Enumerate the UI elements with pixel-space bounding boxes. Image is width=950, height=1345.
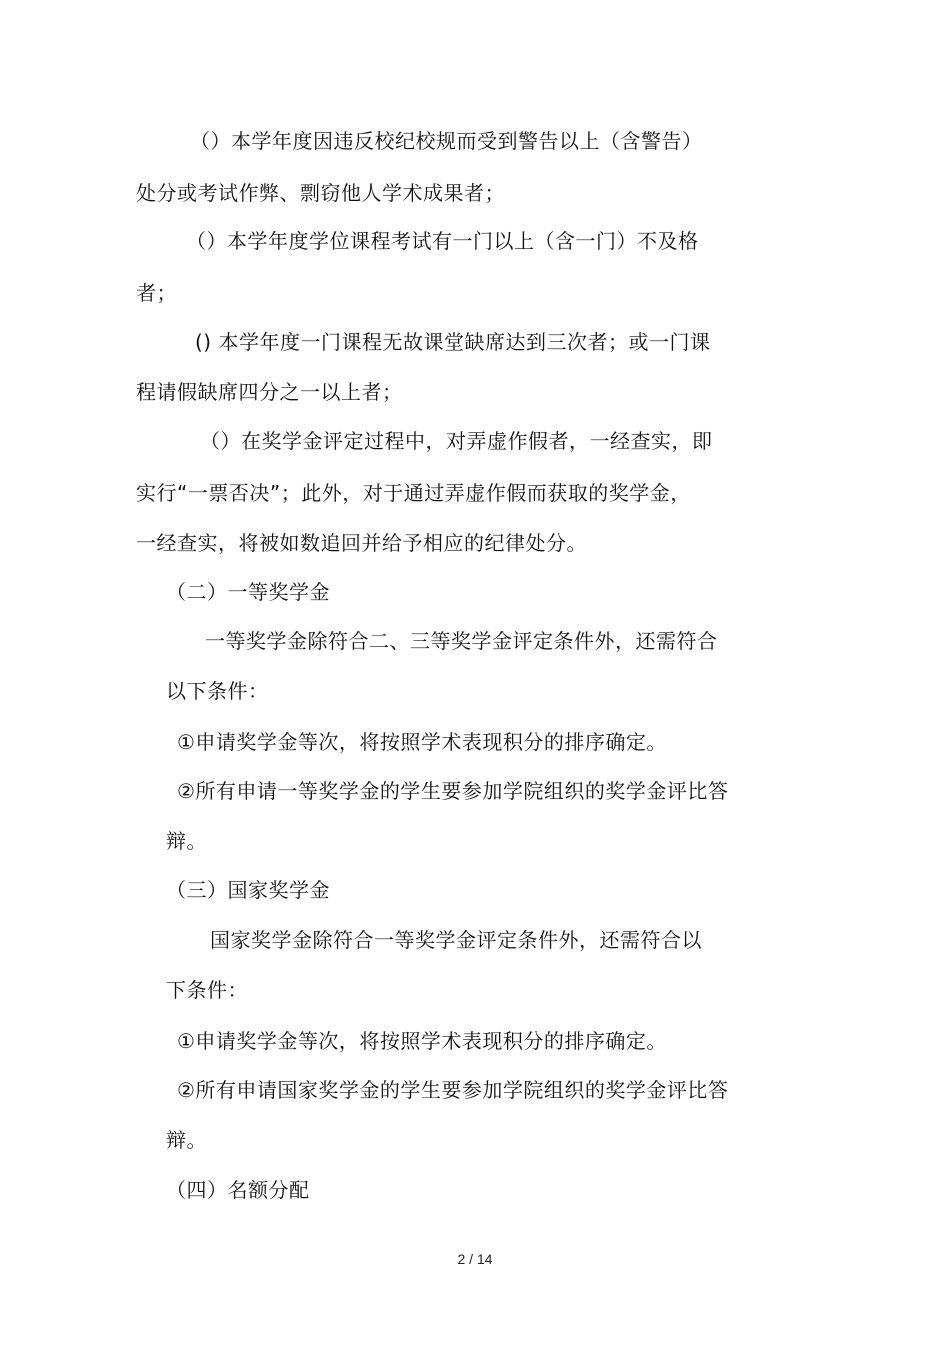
list-item: ①申请奖学金等次，将按照学术表现积分的排序确定。 — [177, 1029, 667, 1053]
text-line: 下条件： — [166, 978, 248, 1002]
section-heading: （二）一等奖学金 — [166, 580, 330, 604]
section-heading: （三）国家奖学金 — [166, 878, 330, 902]
text-line: （）在奖学金评定过程中，对弄虚作假者，一经查实，即 — [200, 429, 713, 453]
text-line: （）本学年度因违反校纪校规而受到警告以上（含警告） — [190, 129, 703, 153]
text-line: 实行“一票否决”；此外，对于通过弄虚作假而获取的奖学金， — [136, 481, 691, 505]
text-line: 辩。 — [166, 1128, 207, 1152]
text-line: 以下条件： — [166, 679, 269, 703]
list-item: ②所有申请一等奖学金的学生要参加学院组织的奖学金评比答 — [177, 779, 729, 803]
text-line: 者； — [136, 281, 177, 305]
text-line: () 本学年度一门课程无故课堂缺席达到三次者；或一门课 — [195, 330, 711, 354]
text-line: 辩。 — [166, 829, 207, 853]
page-number: 2 / 14 — [457, 1251, 493, 1267]
text-line: 一经查实，将被如数追回并给予相应的纪律处分。 — [136, 531, 587, 555]
text-line: 一等奖学金除符合二、三等奖学金评定条件外，还需符合 — [205, 629, 718, 653]
list-item: ①申请奖学金等次，将按照学术表现积分的排序确定。 — [177, 730, 667, 754]
text-line: 处分或考试作弊、剽窃他人学术成果者； — [136, 181, 505, 205]
section-heading: （四）名额分配 — [166, 1178, 310, 1202]
text-line: 程请假缺席四分之一以上者； — [136, 380, 403, 404]
text-line: 国家奖学金除符合一等奖学金评定条件外，还需符合以 — [210, 928, 702, 952]
text-line: （）本学年度学位课程考试有一门以上（含一门）不及格 — [186, 229, 699, 253]
list-item: ②所有申请国家奖学金的学生要参加学院组织的奖学金评比答 — [177, 1078, 729, 1102]
